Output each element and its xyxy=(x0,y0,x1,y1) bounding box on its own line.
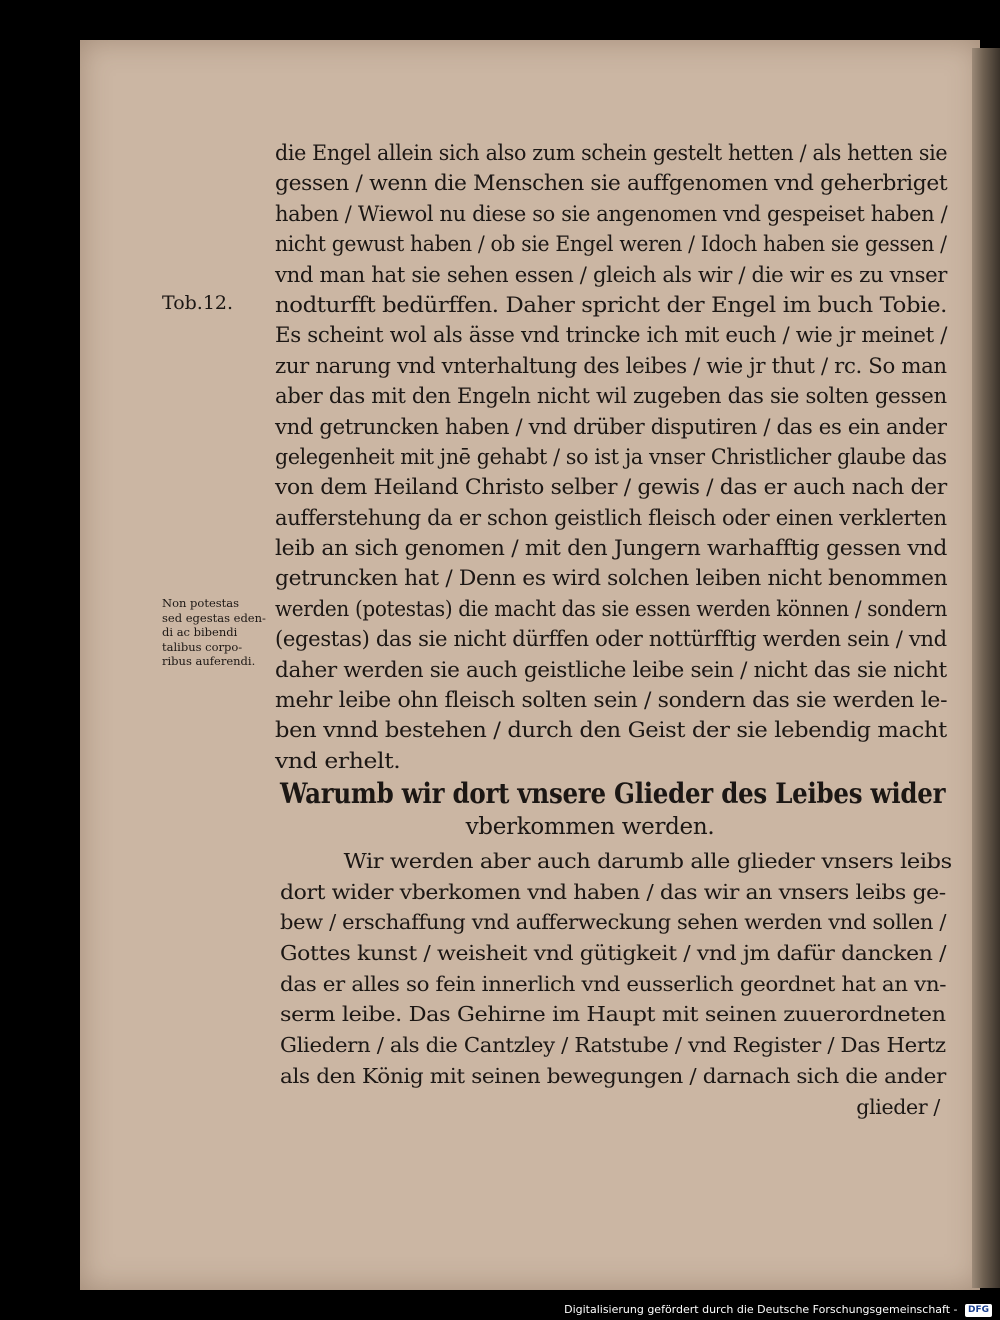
margin-note-line: sed egestas eden- xyxy=(162,610,266,625)
text-line: dort wider vberkomen vnd haben / das wir an vnsers leibs ge- xyxy=(280,879,946,904)
text-line: Es scheint wol als ässe vnd trincke ich mit euch / wie jr meinet / xyxy=(275,323,948,348)
text-line: vnd getruncken haben / vnd drüber disputiren / das es ein ander xyxy=(275,414,947,439)
text-line: leib an sich genomen / mit den Jungern warhafftig gessen vnd xyxy=(275,536,947,561)
margin-note-line: di ac bibendi xyxy=(162,625,238,639)
text-line: gessen / wenn die Menschen sie auffgenomen vnd geherbriget xyxy=(275,171,948,196)
text-line: daher werden sie auch geistliche leibe sein / nicht das sie nicht xyxy=(275,657,947,682)
section-subheading: vberkommen werden. xyxy=(465,814,715,840)
text-line: vnd man hat sie sehen essen / gleich als wir / die wir es zu vnser xyxy=(275,262,948,287)
text-line: getruncken hat / Denn es wird solchen leiben nicht benommen xyxy=(275,566,948,591)
text-line: zur narung vnd vnterhaltung des leibes / wie jr thut / rc. So man xyxy=(275,353,947,378)
text-line: ben vnnd bestehen / durch den Geist der sie lebendig macht xyxy=(275,718,947,743)
text-line: die Engel allein sich also zum schein gestelt hetten / als hetten sie xyxy=(275,141,948,165)
page-edge xyxy=(972,48,1000,1288)
text-line: bew / erschaffung vnd aufferweckung sehen werden vnd sollen / xyxy=(280,910,947,935)
text-line: als den König mit seinen bewegungen / darnach sich die ander xyxy=(280,1063,946,1088)
margin-note-line: talibus corpo- xyxy=(162,639,243,654)
text-line: das er alles so fein innerlich vnd eusserlich geordnet hat an vn- xyxy=(280,971,947,996)
footer-text: Digitalisierung gefördert durch die Deutsche Forschungsgemeinschaft - xyxy=(564,1303,958,1316)
text-line: serm leibe. Das Gehirne im Haupt mit seinen zuuerordneten xyxy=(280,1002,946,1027)
text-line: aufferstehung da er schon geistlich fleisch oder einen verklerten xyxy=(275,505,947,530)
text-line: Wir werden aber auch darumb alle glieder vnsers leibs xyxy=(343,849,952,873)
margin-note xyxy=(162,596,274,669)
section-heading: Warumb wir dort vnsere Glieder des Leibes wider xyxy=(280,777,946,810)
footer-credit xyxy=(0,1300,992,1320)
text-line: haben / Wiewol nu diese so sie angenomen vnd gespeiset haben / xyxy=(275,201,948,226)
text-line: vnd erhelt. xyxy=(275,748,401,773)
margin-note-line: ribus auferendi. xyxy=(162,654,256,668)
margin-note-line: Non potestas xyxy=(162,596,240,610)
text-line: werden (potestas) die macht das sie essen werden können / sondern xyxy=(275,596,948,621)
text-line: (egestas) das sie nicht dürffen oder nottürfftig werden sein / vnd xyxy=(275,627,947,652)
text-line: Gliedern / als die Cantzley / Ratstube / vnd Register / Das Hertz xyxy=(280,1033,946,1058)
text-line: nodturfft bedürffen. Daher spricht der Engel im buch Tobie. xyxy=(275,292,948,317)
body-text xyxy=(275,138,955,776)
text-line: mehr leibe ohn fleisch solten sein / sondern das sie werden le- xyxy=(275,688,948,713)
text-line: gelegenheit mit jnē gehabt / so ist ja vnser Christlicher glaube das xyxy=(275,444,947,469)
text-line: von dem Heiland Christo selber / gewis / das er auch nach der xyxy=(275,475,947,500)
text-line: aber das mit den Engeln nicht wil zugeben das sie solten gessen xyxy=(275,384,947,409)
dfg-logo-icon: DFG xyxy=(965,1304,992,1317)
catch-word: glieder / xyxy=(856,1094,940,1119)
text-line: Gottes kunst / weisheit vnd gütigkeit / vnd jm dafür dancken / xyxy=(280,941,947,966)
body-text-2 xyxy=(280,846,950,1122)
text-line: nicht gewust haben / ob sie Engel weren / Idoch haben sie gessen / xyxy=(275,232,947,257)
margin-reference: Tob.12. xyxy=(162,292,234,314)
